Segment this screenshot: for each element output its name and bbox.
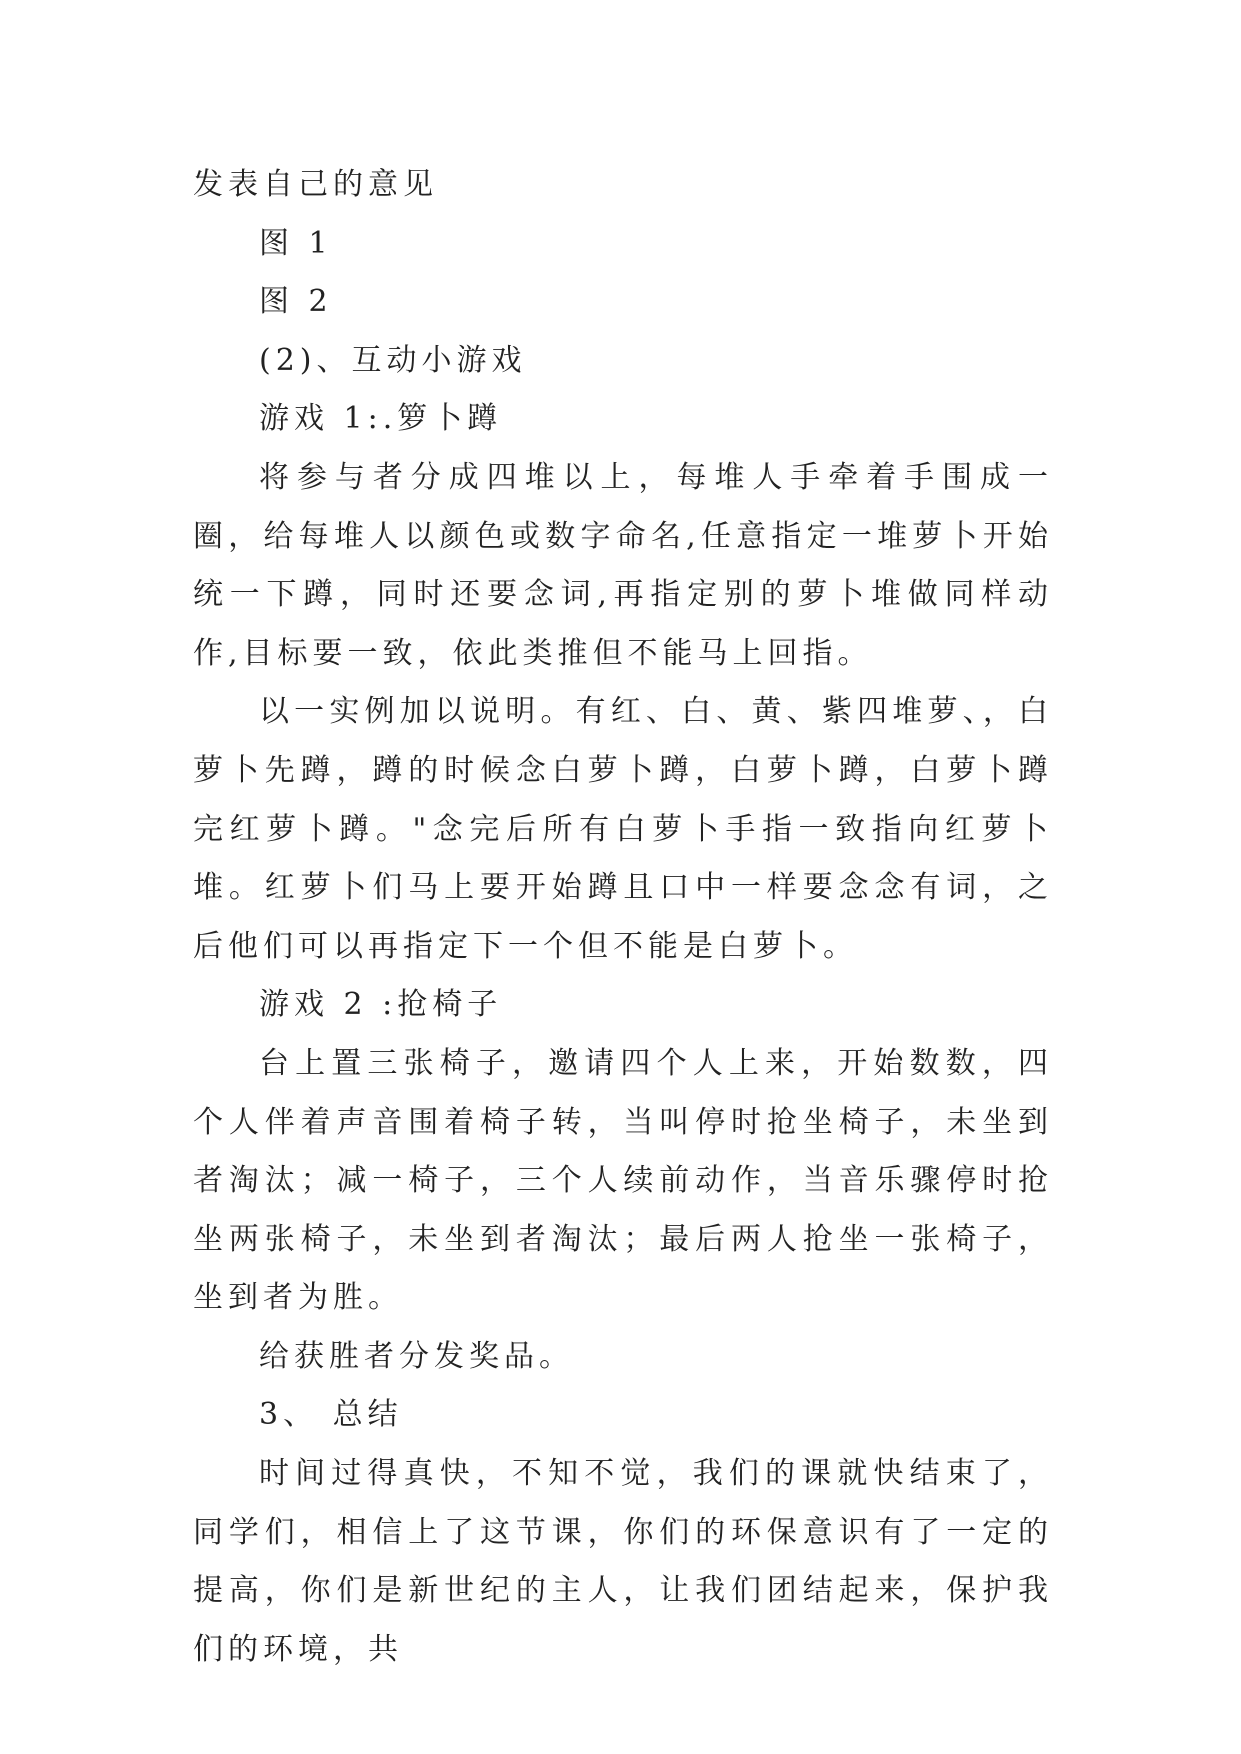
section-heading-games: (2)、互动小游戏: [259, 342, 527, 378]
game-2-rules-paragraph: 台上置三张椅子，邀请四个人上来，开始数数，四个人伴着声音围着椅子转，当叫停时抢坐椅子，未坐到者淘汰；减一椅子，三个人续前动作，当音乐骤停时抢坐两张椅子，未坐到者淘汰；最后两人抢坐一张椅子，坐到者为胜。: [193, 1045, 1053, 1316]
document-body: [193, 156, 1053, 1679]
paragraph-intro-line: 发表自己的意见: [193, 167, 438, 202]
game-1-rules-paragraph: 将参与者分成四堆以上，每堆人手牵着手围成一圈，给每堆人以颜色或数字命名,任意指定一堆萝卜开始统一下蹲，同时还要念词,再指定别的萝卜堆做同样动作,目标要一致，依此类推但不能马上回指。: [193, 459, 1053, 671]
figure-2-caption: 图 2: [259, 284, 333, 320]
game-2-title: 游戏 2 :抢椅子: [259, 987, 503, 1023]
summary-paragraph: 时间过得真快，不知不觉，我们的课就快结束了，同学们，相信上了这节课，你们的环保意识有了一定的提高，你们是新世纪的主人，让我们团结起来，保护我们的环境，共: [193, 1456, 1053, 1667]
figure-1-caption: 图 1: [259, 225, 333, 261]
prize-paragraph: 给获胜者分发奖品。: [259, 1338, 574, 1374]
game-1-title: 游戏 1:.箩卜蹲: [259, 401, 503, 437]
section-heading-summary: 3、 总结: [259, 1397, 403, 1433]
game-1-example-paragraph: 以一实例加以说明。有红、白、黄、紫四堆萝、，白萝卜先蹲，蹲的时候念白萝卜蹲，白萝卜蹲，白萝卜蹲完红萝卜蹲。"念完后所有白萝卜手指一致指向红萝卜堆。红萝卜们马上要开始蹲且口中一样要念念有词，之后他们可以再指定下一个但不能是白萝卜。: [193, 694, 1053, 964]
